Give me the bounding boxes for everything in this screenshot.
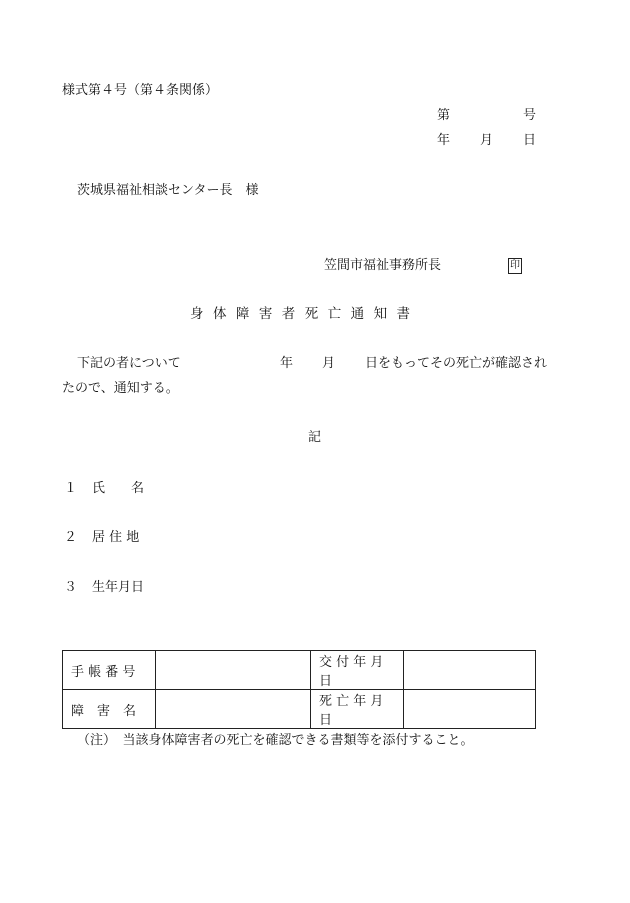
- seal-icon: 印: [508, 258, 522, 274]
- form-number: 様式第４号（第４条関係）: [62, 83, 219, 98]
- table-row: [63, 690, 536, 729]
- document-title: 身体障害者死亡通知書: [190, 306, 420, 322]
- body-month: 月: [322, 356, 336, 371]
- date-year: 年: [437, 133, 451, 148]
- table-row: [63, 651, 536, 690]
- handbook-number-field[interactable]: [156, 651, 311, 690]
- doc-no-prefix: 第: [437, 108, 451, 123]
- death-date-label: 死 亡 年 月 日: [311, 690, 404, 729]
- item-3-num: ３: [64, 580, 78, 595]
- info-table: [62, 650, 536, 729]
- seal-box: [508, 257, 522, 274]
- body-line1-a: 下記の者について: [77, 356, 181, 371]
- item-1-num: １: [64, 481, 78, 496]
- ki-heading: 記: [308, 430, 322, 445]
- doc-no-suffix: 号: [523, 108, 537, 123]
- date-month: 月: [480, 133, 494, 148]
- death-date-field[interactable]: [404, 690, 536, 729]
- addressee: 茨城県福祉相談センター長 様: [77, 183, 259, 198]
- body-line1-b: 日をもってその死亡が確認され: [365, 356, 548, 371]
- date-day: 日: [523, 133, 537, 148]
- disability-name-field[interactable]: [156, 690, 311, 729]
- issue-date-label: 交 付 年 月 日: [311, 651, 404, 690]
- issue-date-field[interactable]: [404, 651, 536, 690]
- note: （注） 当該身体障害者の死亡を確認できる書類等を添付すること。: [77, 733, 474, 748]
- body-year: 年: [280, 356, 294, 371]
- item-1-label: 氏 名: [92, 481, 145, 496]
- item-2-num: ２: [64, 530, 78, 545]
- sender: 笠間市福祉事務所長: [324, 258, 442, 273]
- handbook-number-label: 手 帳 番 号: [63, 651, 156, 690]
- disability-name-label: 障 害 名: [63, 690, 156, 729]
- item-2-label: 居 住 地: [92, 530, 140, 545]
- body-line2: たので、通知する。: [62, 381, 179, 396]
- item-3-label: 生年月日: [92, 580, 145, 595]
